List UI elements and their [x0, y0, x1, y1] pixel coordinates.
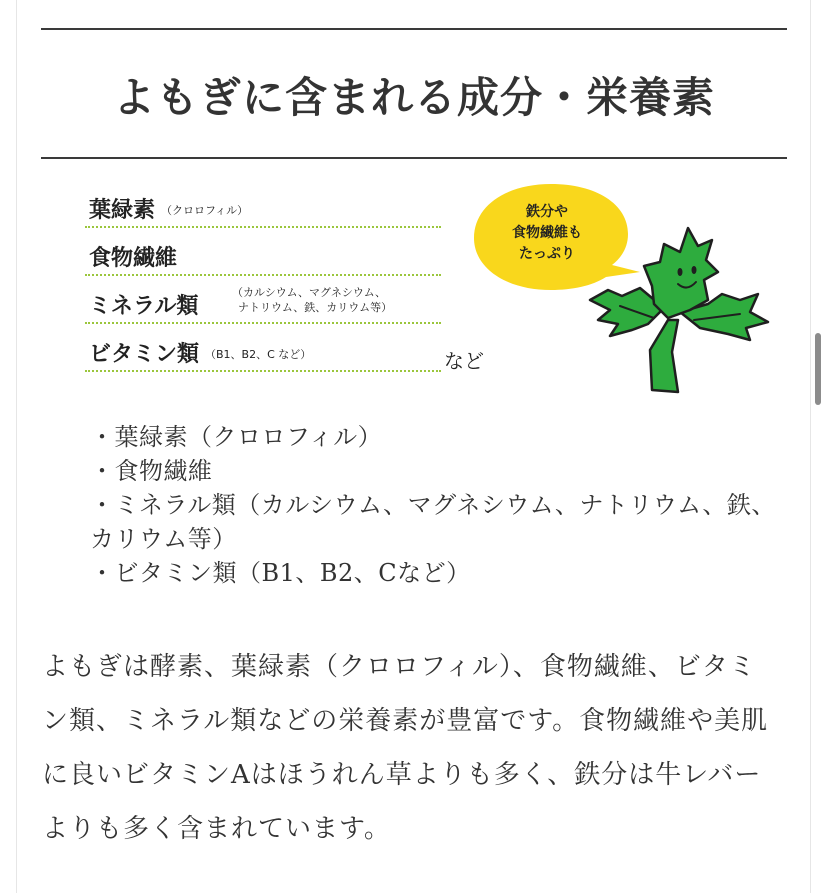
infographic-row-minerals	[85, 286, 441, 324]
content-border-left	[16, 0, 17, 893]
infographic-row-chlorophyll	[85, 190, 441, 228]
nutrient-infographic	[85, 190, 505, 380]
row-label: ビタミン類	[89, 342, 200, 367]
infographic-row-fiber	[85, 238, 441, 276]
heading-rule-top	[41, 28, 787, 30]
mugwort-character-icon	[580, 200, 780, 396]
infographic-row-vitamins	[85, 334, 441, 372]
body-paragraph: よもぎは酵素、葉緑素（クロロフィル）、食物繊維、ビタミン類、ミネラル類などの栄養素が豊富です。食物繊維や美肌に良いビタミンAはほうれん草よりも多く、鉄分は牛レバーよりも多く含まれています。	[42, 652, 769, 844]
scrollbar-thumb[interactable]	[815, 333, 821, 405]
row-note: （クロロフィル）	[161, 204, 249, 217]
section-heading: よもぎに含まれる成分・栄養素	[112, 73, 715, 122]
list-item: ・ミネラル類（カルシウム、マグネシウム、ナトリウム、鉄、カリウム等）	[90, 491, 776, 553]
row-label: ミネラル類	[89, 294, 199, 319]
nutrient-bullet-list	[90, 420, 790, 590]
list-item: ・葉緑素（クロロフィル）	[90, 423, 383, 451]
infographic-trailing-text: など	[444, 349, 484, 373]
row-label: 葉緑素	[89, 198, 156, 223]
heading-rule-bottom	[41, 157, 787, 159]
content-border-right	[810, 0, 811, 893]
row-note: （カルシウム、マグネシウム、 ナトリウム、鉄、カリウム等）	[232, 286, 393, 314]
bubble-text: 鉄分や 食物繊維も たっぷり	[512, 204, 582, 262]
list-item: ・食物繊維	[90, 457, 213, 485]
list-item: ・ビタミン類（B1、B2、Cなど）	[90, 559, 471, 587]
row-label: 食物繊維	[89, 246, 178, 271]
row-note: （B1、B2、C など）	[205, 348, 312, 361]
